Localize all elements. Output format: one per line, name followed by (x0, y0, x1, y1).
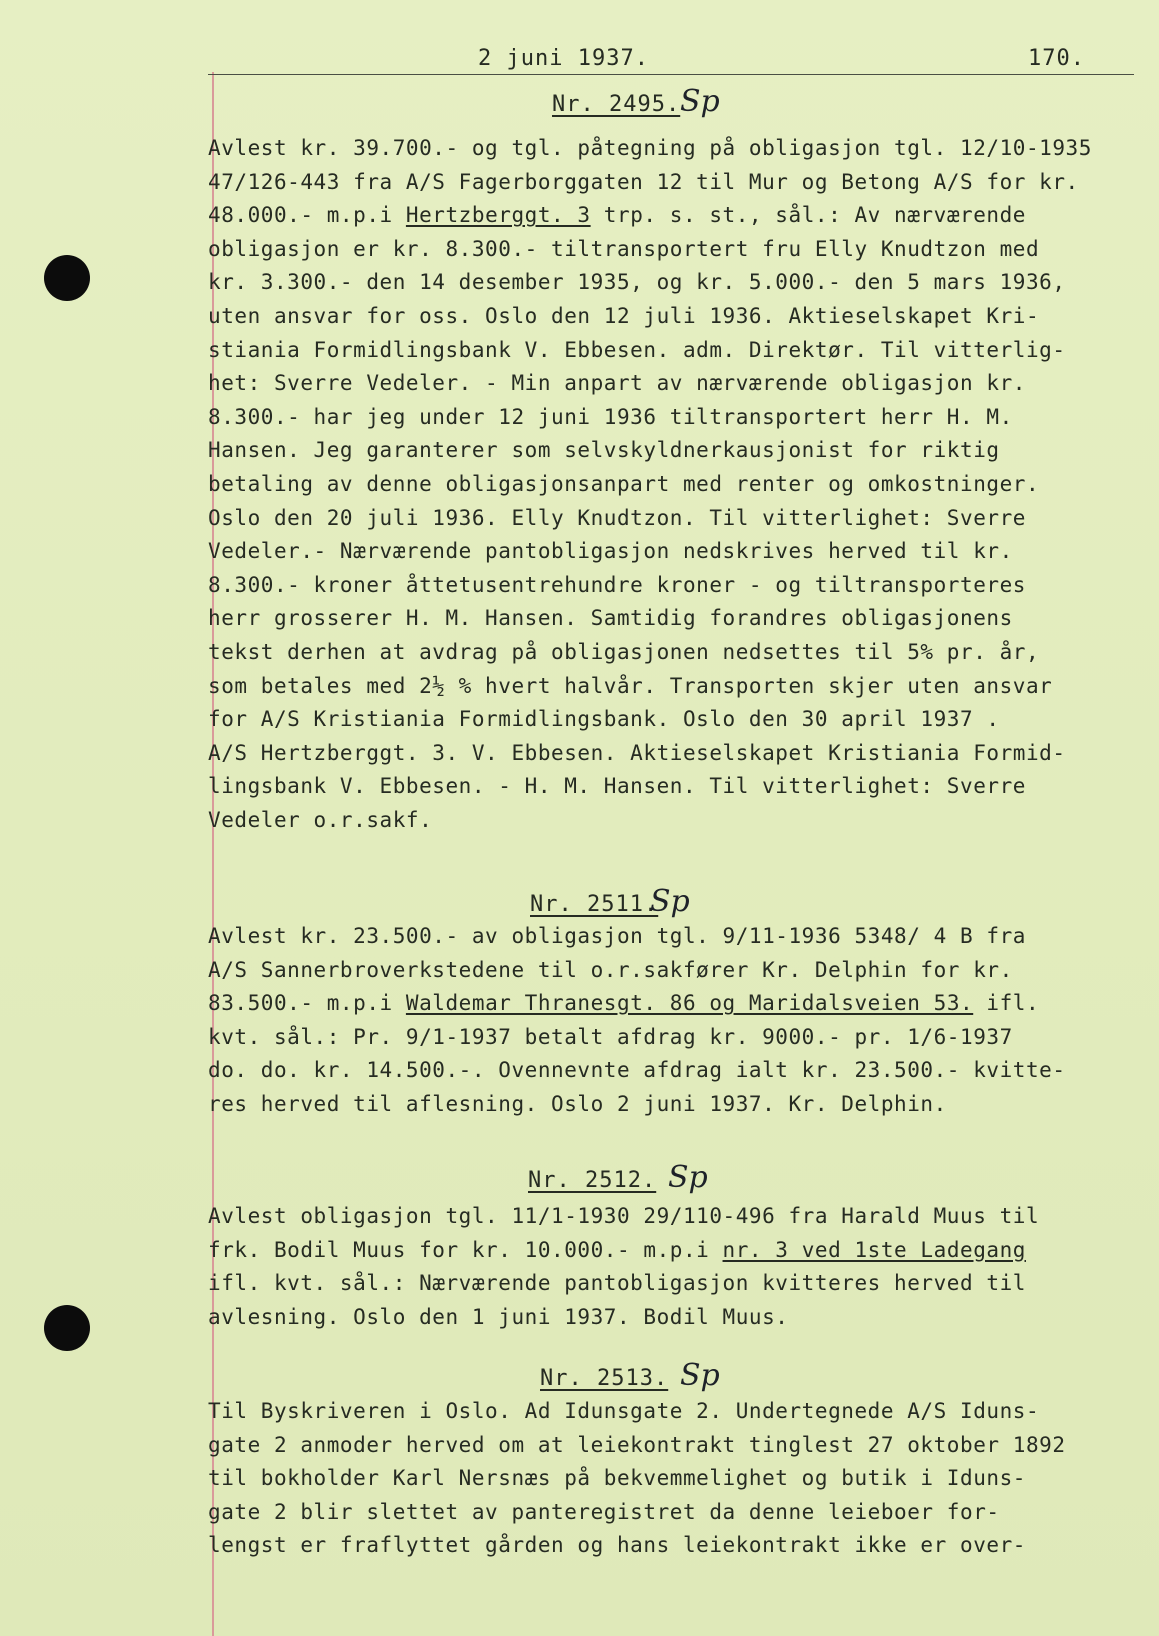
underlined-address: nr. 3 ved 1ste Ladegang (722, 1237, 1026, 1262)
clerk-initial: Sp (680, 84, 720, 119)
text-segment: ifl. (973, 991, 1040, 1016)
text-line: for A/S Kristiania Formidlingsbank. Oslo den 30 april 1937 . (208, 707, 1000, 732)
text-line: gate 2 anmoder herved om at leiekontrakt tinglest 27 oktober 1892 (208, 1432, 1066, 1457)
text-line: kr. 3.300.- den 14 desember 1935, og kr. 5.000.- den 5 mars 1936, (208, 270, 1066, 295)
page-date: 2 juni 1937. (478, 46, 649, 71)
clerk-initial: Sp (650, 884, 690, 919)
text-line (208, 199, 1143, 233)
entry-number: Nr. 2511. (530, 892, 659, 917)
text-line: Avlest obligasjon tgl. 11/1-1930 29/110-496 fra Harald Muus til (208, 1204, 1040, 1228)
entry-body (208, 1200, 1143, 1334)
text-line: herr grosserer H. M. Hansen. Samtidig forandres obligasjonens (208, 606, 1013, 631)
text-line: A/S Hertzberggt. 3. V. Ebbesen. Aktieselskapet Kristiania Formid- (208, 740, 1066, 765)
clerk-initial: Sp (680, 1358, 720, 1393)
text-line: Til Byskriveren i Oslo. Ad Idunsgate 2. Undertegnede A/S Iduns- (208, 1399, 1040, 1423)
text-line: kvt. sål.: Pr. 9/1-1937 betalt afdrag kr. 9000.- pr. 1/6-1937 (208, 1024, 1013, 1049)
header-rule (208, 74, 1134, 75)
underlined-address: Waldemar Thranesgt. 86 og Maridalsveien 53. (405, 991, 974, 1016)
text-line: res herved til aflesning. Oslo 2 juni 1937. Kr. Delphin. (208, 1091, 947, 1116)
text-segment: frk. Bodil Muus for kr. 10.000.- m.p.i (208, 1237, 723, 1262)
text-segment: 48.000.- m.p.i (208, 203, 406, 228)
text-line: het: Sverre Vedeler. - Min anpart av nærværende obligasjon kr. (208, 371, 1026, 396)
text-line: Avlest kr. 39.700.- og tgl. påtegning på obligasjon tgl. 12/10-1935 (208, 136, 1092, 160)
text-line: som betales med 2½ % hvert halvår. Transporten skjer uten ansvar (208, 673, 1053, 698)
text-line: betaling av denne obligasjonsanpart med renter og omkostninger. (208, 471, 1040, 496)
text-line: 8.300.- har jeg under 12 juni 1936 tiltransportert herr H. M. (208, 404, 1013, 429)
text-line: do. do. kr. 14.500.-. Ovennevnte afdrag ialt kr. 23.500.- kvitte- (208, 1058, 1066, 1083)
entry-number: Nr. 2512. (528, 1168, 657, 1193)
text-line: lingsbank V. Ebbesen. - H. M. Hansen. Til vitterlighet: Sverre (208, 774, 1026, 799)
entry-number: Nr. 2495. (552, 92, 681, 117)
underlined-address: Hertzberggt. 3 (405, 203, 591, 228)
text-line: Avlest kr. 23.500.- av obligasjon tgl. 9/11-1936 5348/ 4 B fra (208, 924, 1026, 948)
text-line: stiania Formidlingsbank V. Ebbesen. adm. Direktør. Til vitterlig- (208, 337, 1066, 362)
page-header (208, 46, 1138, 76)
text-line: uten ansvar for oss. Oslo den 12 juli 1936. Aktieselskapet Kri- (208, 303, 1040, 328)
entry-body (208, 132, 1143, 837)
text-line: avlesning. Oslo den 1 juni 1937. Bodil Muus. (208, 1304, 789, 1329)
text-line: 47/126-443 fra A/S Fagerborggaten 12 til Mur og Betong A/S for kr. (208, 169, 1079, 194)
text-line: Oslo den 20 juli 1936. Elly Knudtzon. Til vitterlighet: Sverre (208, 505, 1026, 530)
page-number: 170. (1028, 46, 1085, 71)
text-line (208, 1234, 1143, 1268)
text-segment: 83.500.- m.p.i (208, 991, 406, 1016)
text-line: til bokholder Karl Nersnæs på bekvemmelighet og butik i Iduns- (208, 1466, 1026, 1491)
entry-number: Nr. 2513. (540, 1366, 669, 1391)
text-line: ifl. kvt. sål.: Nærværende pantobligasjon kvitteres herved til (208, 1271, 1026, 1296)
text-line: 8.300.- kroner åttetusentrehundre kroner - og tiltransporteres (208, 572, 1026, 597)
text-line: Hansen. Jeg garanterer som selvskyldnerkausjonist for riktig (208, 438, 1000, 463)
text-line: lengst er fraflyttet gården og hans leiekontrakt ikke er over- (208, 1533, 1026, 1558)
text-segment: trp. s. st., sål.: Av nærværende (590, 203, 1026, 228)
text-line: tekst derhen at avdrag på obligasjonen nedsettes til 5% pr. år, (208, 639, 1040, 664)
text-line: gate 2 blir slettet av panteregistret da denne leieboer for- (208, 1499, 1000, 1524)
entry-body (208, 1395, 1143, 1563)
entry-body (208, 920, 1143, 1122)
clerk-initial: Sp (668, 1160, 708, 1195)
text-line: A/S Sannerbroverkstedene til o.r.sakfører Kr. Delphin for kr. (208, 957, 1013, 982)
binder-hole-top (44, 255, 90, 301)
text-line: Vedeler o.r.sakf. (208, 807, 433, 832)
text-line (208, 987, 1143, 1021)
binder-hole-bottom (44, 1305, 90, 1351)
text-line: obligasjon er kr. 8.300.- tiltransportert fru Elly Knudtzon med (208, 236, 1040, 261)
text-line: Vedeler.- Nærværende pantobligasjon nedskrives herved til kr. (208, 539, 1013, 564)
